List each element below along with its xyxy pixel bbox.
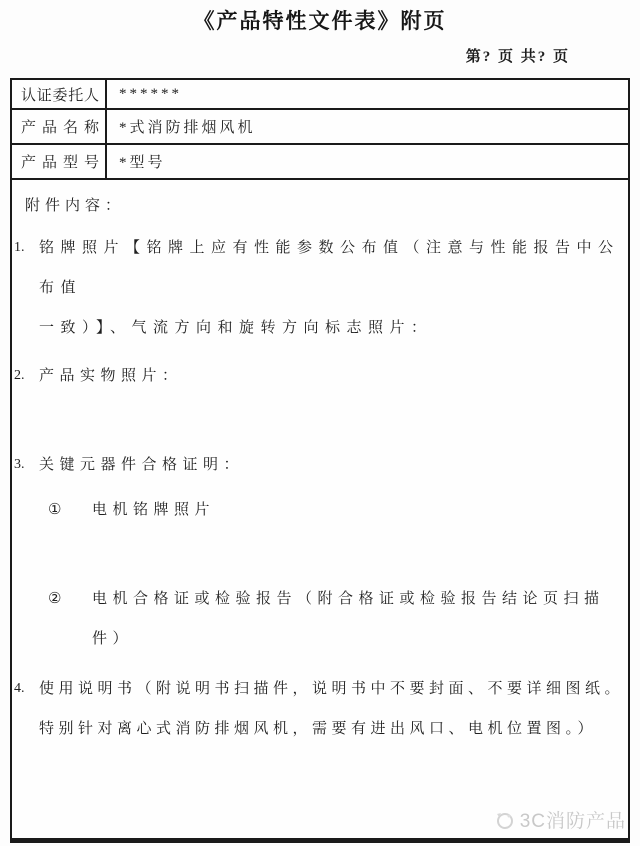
- attachment-item-3: [14, 445, 624, 485]
- table-row-product-name: [12, 110, 628, 145]
- item-number: 4.: [14, 681, 25, 696]
- item-text-line: 特别针对离心式消防排烟风机，需要有进出风口、电机位置图。）: [39, 721, 598, 737]
- table-row-product-model: [12, 145, 628, 180]
- attachment-item-4: [14, 669, 624, 749]
- item-text-line: 使用说明书（附说明书扫描件，说明书中不要封面、不要详细图纸。: [39, 681, 625, 697]
- circled-number-2: ②: [48, 591, 62, 607]
- item-text-line: 铭牌照片【铭牌上应有性能参数公布值（注意与性能报告中公布值: [39, 240, 620, 296]
- row-label-cell: [12, 110, 107, 143]
- row-label: 认证委托人: [21, 87, 99, 104]
- attachment-heading: 附件内容：: [25, 198, 126, 214]
- circled-number-1: ①: [48, 502, 62, 518]
- row-value: *型号: [119, 155, 166, 171]
- page-title: 《产品特性文件表》附页: [193, 9, 447, 33]
- item-text-line: 关键元器件合格证明：: [39, 457, 245, 473]
- table-row-certification-client: [12, 80, 628, 110]
- item-number: 1.: [14, 240, 25, 255]
- item-text-line: 一致）】、气流方向和旋转方向标志照片：: [39, 320, 433, 336]
- item-number: 3.: [14, 457, 25, 472]
- item-text-line: 电机铭牌照片: [92, 502, 216, 518]
- form-table: [10, 78, 630, 843]
- attachment-content-cell: [12, 180, 628, 840]
- wechat-account-logo-icon: [493, 809, 515, 831]
- item-text-line: 电机合格证或检验报告（附合格证或检验报告结论页扫描件）: [92, 591, 605, 647]
- attachment-item-2: [14, 356, 624, 396]
- row-value: *式消防排烟风机: [119, 120, 256, 136]
- watermark-text: 3C消防产品: [519, 811, 626, 832]
- attachment-item-1: [14, 228, 624, 348]
- item-number: 2.: [14, 368, 25, 383]
- row-label: 产品型号: [21, 155, 99, 171]
- attachment-subitem-1: [14, 490, 624, 530]
- item-text-line: 产品实物照片：: [39, 368, 183, 384]
- attachment-subitem-2: [14, 579, 624, 659]
- row-label: 产品名称: [21, 120, 99, 136]
- row-label-cell: [12, 80, 107, 108]
- watermark: [493, 806, 626, 833]
- row-value: ******: [119, 85, 182, 102]
- row-label-cell: [12, 145, 107, 178]
- page-number-indicator: 第? 页 共? 页: [465, 49, 570, 65]
